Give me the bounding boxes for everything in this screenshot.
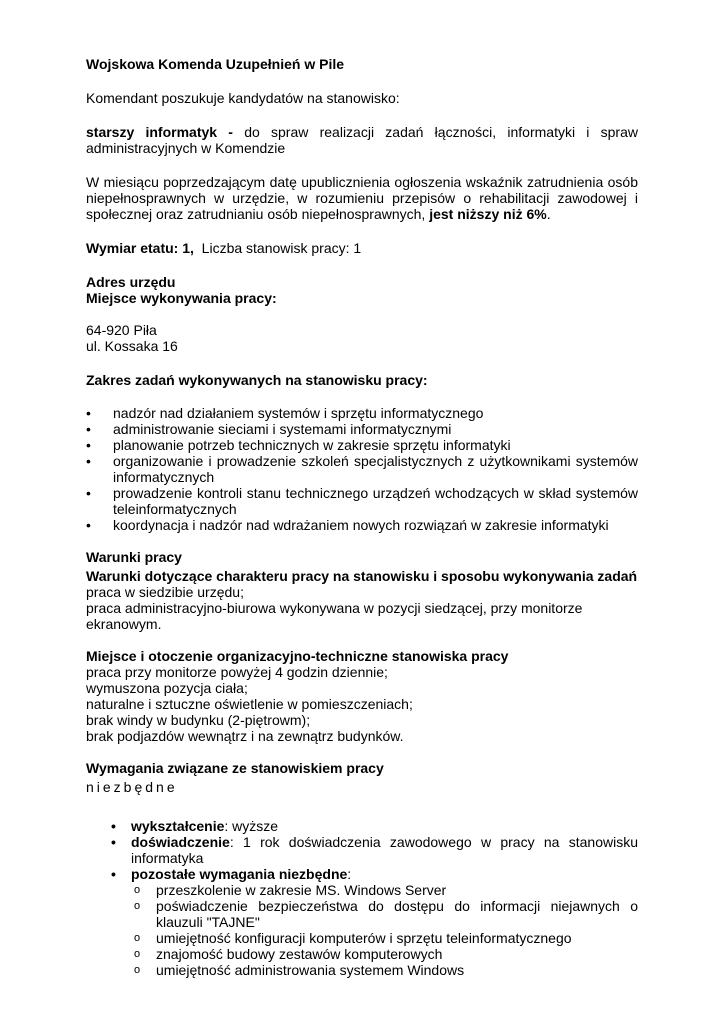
position-paragraph (86, 124, 638, 156)
environment-line: praca przy monitorze powyżej 4 godzin dziennie; (86, 664, 388, 680)
other-label: pozostałe wymagania niezbędne (131, 866, 348, 882)
positions-count: Liczba stanowisk pracy: 1 (201, 240, 362, 256)
environment-heading: Miejsce i otoczenie organizacyjno-techniczne stanowiska pracy (86, 648, 509, 664)
conditions-line: praca w siedzibie urzędu; (86, 584, 244, 600)
disability-end: . (546, 206, 551, 222)
requirement-other (86, 866, 638, 978)
other-requirements-list (131, 882, 638, 978)
address-heading: Adres urzędu (86, 274, 176, 290)
environment-line: brak podjazdów wewnątrz i na zewnątrz budynków. (86, 728, 404, 744)
list-item: o przeszkolenie w zakresie MS. Windows Server (131, 882, 638, 898)
list-item: • planowanie potrzeb technicznych w zakresie sprzętu informatyki (86, 437, 638, 453)
list-item: • nadzór nad działaniem systemów i sprzętu informatycznego (86, 405, 638, 421)
intro-text: Komendant poszukuje kandydatów na stanowisko: (86, 90, 400, 106)
requirements-heading: Wymagania związane ze stanowiskiem pracy (86, 760, 384, 776)
workplace-heading: Miejsce wykonywania pracy: (86, 290, 277, 306)
list-item: o umiejętność administrowania systemem Windows (131, 962, 638, 978)
postal-code: 64-920 Piła (86, 322, 157, 338)
employment-line (86, 240, 638, 256)
requirement-experience (86, 834, 638, 866)
list-item: o poświadczenie bezpieczeństwa do dostępu do informacji niejawnych o klauzuli "TAJNE" (131, 898, 638, 930)
conditions-subheading: Warunki dotyczące charakteru pracy na stanowisku i sposobu wykonywania zadań (86, 568, 638, 584)
list-item: o umiejętność konfiguracji komputerów i sprzętu teleinformatycznego (131, 930, 638, 946)
conditions-heading: Warunki pracy (86, 549, 182, 565)
other-colon: : (347, 866, 352, 882)
office-title: Wojskowa Komenda Uzupełnień w Pile (86, 56, 345, 72)
necessary-label: niezbędne (86, 779, 178, 795)
education-value: : wyższe (224, 818, 279, 834)
conditions-line: praca administracyjno-biurowa wykonywana w pozycji siedzącej, przy monitorze ekranowym. (86, 600, 583, 632)
employment-label: Wymiar etatu: 1, (86, 240, 194, 256)
environment-line: brak windy w budynku (2-piętrowm); (86, 712, 311, 728)
disability-bold: jest niższy niż 6% (429, 206, 547, 222)
list-item: o znajomość budowy zestawów komputerowych (131, 946, 638, 962)
position-description: do spraw realizacji zadań łączności, informatyki i spraw administracyjnych w Komendzie (86, 124, 638, 156)
education-label: wykształcenie (131, 818, 225, 834)
list-item: • administrowanie sieciami i systemami informatycznymi (86, 421, 638, 437)
duties-list (86, 405, 638, 533)
requirements-list (86, 818, 638, 978)
environment-line: wymuszona pozycja ciała; (86, 680, 248, 696)
disability-text: W miesiącu poprzedzającym datę upublicznienia ogłoszenia wskaźnik zatrudnienia osób niepełnosprawnych w urzędzie, w rozumieniu przepisów o rehabilitacji zawodowej i społecznej oraz zatrudnianiu osób niepełnosprawnych, (86, 174, 638, 222)
position-name: starszy informatyk - (86, 124, 233, 140)
experience-label: doświadczenie (131, 834, 230, 850)
disability-paragraph (86, 174, 638, 222)
list-item: • organizowanie i prowadzenie szkoleń specjalistycznych z użytkownikami systemów informatycznych (86, 453, 638, 485)
environment-line: naturalne i sztuczne oświetlenie w pomieszczeniach; (86, 696, 413, 712)
list-item: • koordynacja i nadzór nad wdrażaniem nowych rozwiązań w zakresie informatyki (86, 517, 638, 533)
street-address: ul. Kossaka 16 (86, 338, 178, 354)
duties-heading: Zakres zadań wykonywanych na stanowisku pracy: (86, 372, 428, 388)
experience-value: : 1 rok doświadczenia zawodowego w pracy na stanowisku informatyka (131, 834, 638, 866)
list-item: • prowadzenie kontroli stanu technicznego urządzeń wchodzących w skład systemów teleinformatycznych (86, 485, 638, 517)
requirement-education (86, 818, 638, 834)
